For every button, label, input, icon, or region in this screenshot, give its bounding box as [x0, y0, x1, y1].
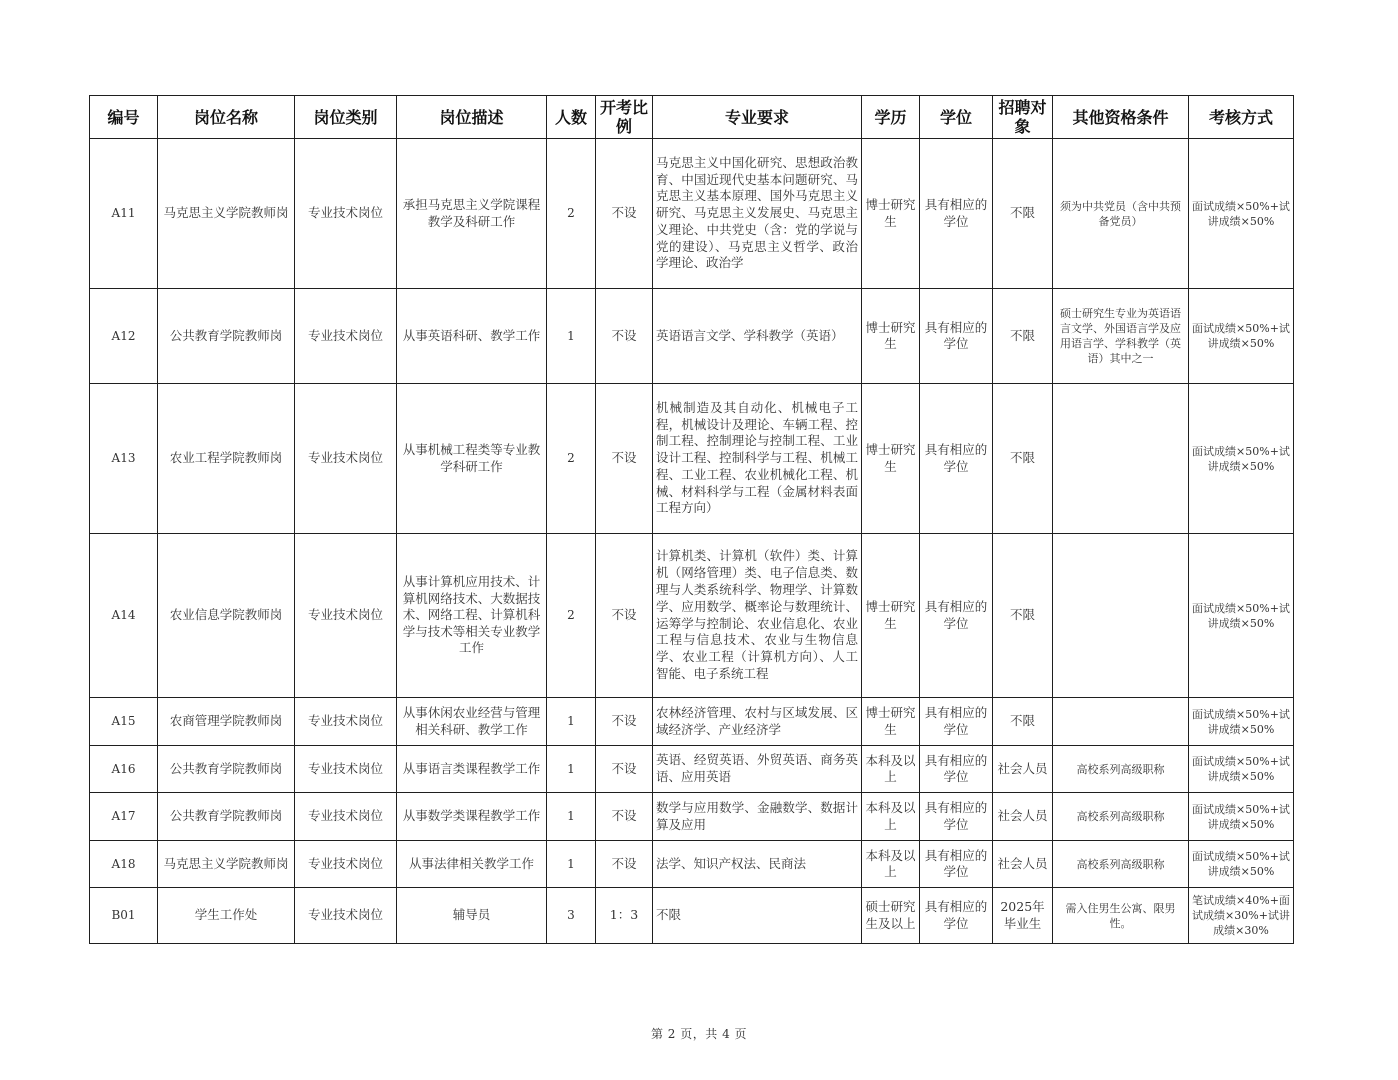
- cell-count: 1: [547, 841, 596, 888]
- cell-education: 博士研究生: [862, 698, 920, 746]
- cell-ratio: 不设: [596, 534, 653, 698]
- cell-assessment: 面试成绩×50%+试讲成绩×50%: [1189, 139, 1294, 289]
- cell-count: 3: [547, 888, 596, 944]
- cell-major: 英语、经贸英语、外贸英语、商务英语、应用英语: [653, 746, 862, 793]
- cell-name: 农商管理学院教师岗: [158, 698, 295, 746]
- table-row: [90, 841, 1294, 888]
- cell-description: 从事休闲农业经营与管理相关科研、教学工作: [397, 698, 547, 746]
- cell-name: 学生工作处: [158, 888, 295, 944]
- cell-assessment: 面试成绩×50%+试讲成绩×50%: [1189, 841, 1294, 888]
- cell-target: 不限: [993, 139, 1053, 289]
- cell-category: 专业技术岗位: [295, 746, 397, 793]
- cell-count: 1: [547, 698, 596, 746]
- header-description: 岗位描述: [397, 96, 547, 139]
- cell-category: 专业技术岗位: [295, 534, 397, 698]
- cell-major: 数学与应用数学、金融数学、数据计算及应用: [653, 793, 862, 841]
- cell-description: 从事语言类课程教学工作: [397, 746, 547, 793]
- cell-education: 本科及以上: [862, 841, 920, 888]
- cell-ratio: 不设: [596, 746, 653, 793]
- cell-count: 1: [547, 289, 596, 384]
- cell-id: A12: [90, 289, 158, 384]
- cell-target: 社会人员: [993, 841, 1053, 888]
- cell-assessment: 面试成绩×50%+试讲成绩×50%: [1189, 289, 1294, 384]
- cell-name: 公共教育学院教师岗: [158, 746, 295, 793]
- cell-assessment: 面试成绩×50%+试讲成绩×50%: [1189, 698, 1294, 746]
- cell-major: 法学、知识产权法、民商法: [653, 841, 862, 888]
- cell-id: B01: [90, 888, 158, 944]
- cell-description: 从事法律相关教学工作: [397, 841, 547, 888]
- cell-description: 辅导员: [397, 888, 547, 944]
- cell-ratio: 不设: [596, 139, 653, 289]
- header-other: 其他资格条件: [1053, 96, 1189, 139]
- cell-education: 本科及以上: [862, 746, 920, 793]
- cell-description: 从事英语科研、教学工作: [397, 289, 547, 384]
- cell-category: 专业技术岗位: [295, 384, 397, 534]
- header-major: 专业要求: [653, 96, 862, 139]
- cell-other: 高校系列高级职称: [1053, 746, 1189, 793]
- cell-education: 博士研究生: [862, 289, 920, 384]
- cell-degree: 具有相应的学位: [920, 888, 993, 944]
- cell-id: A15: [90, 698, 158, 746]
- cell-education: 博士研究生: [862, 534, 920, 698]
- cell-category: 专业技术岗位: [295, 139, 397, 289]
- cell-count: 2: [547, 139, 596, 289]
- cell-id: A14: [90, 534, 158, 698]
- cell-assessment: 面试成绩×50%+试讲成绩×50%: [1189, 534, 1294, 698]
- cell-degree: 具有相应的学位: [920, 793, 993, 841]
- cell-assessment: 面试成绩×50%+试讲成绩×50%: [1189, 384, 1294, 534]
- table-row: [90, 698, 1294, 746]
- cell-ratio: 不设: [596, 793, 653, 841]
- cell-description: 从事机械工程类等专业教学科研工作: [397, 384, 547, 534]
- header-count: 人数: [547, 96, 596, 139]
- cell-id: A16: [90, 746, 158, 793]
- cell-target: 不限: [993, 698, 1053, 746]
- cell-id: A18: [90, 841, 158, 888]
- cell-target: 社会人员: [993, 793, 1053, 841]
- cell-id: A17: [90, 793, 158, 841]
- cell-other: 高校系列高级职称: [1053, 841, 1189, 888]
- cell-target: 不限: [993, 289, 1053, 384]
- table-row: [90, 139, 1294, 289]
- cell-education: 本科及以上: [862, 793, 920, 841]
- cell-count: 2: [547, 384, 596, 534]
- cell-category: 专业技术岗位: [295, 888, 397, 944]
- header-name: 岗位名称: [158, 96, 295, 139]
- cell-id: A13: [90, 384, 158, 534]
- page-number: 第 2 页，共 4 页: [650, 1027, 748, 1041]
- table-row: [90, 793, 1294, 841]
- cell-category: 专业技术岗位: [295, 793, 397, 841]
- cell-name: 农业信息学院教师岗: [158, 534, 295, 698]
- cell-target: 社会人员: [993, 746, 1053, 793]
- cell-name: 马克思主义学院教师岗: [158, 139, 295, 289]
- cell-degree: 具有相应的学位: [920, 746, 993, 793]
- cell-description: 从事计算机应用技术、计算机网络技术、大数据技术、网络工程、计算机科学与技术等相关专业教学工作: [397, 534, 547, 698]
- cell-ratio: 1：3: [596, 888, 653, 944]
- cell-description: 承担马克思主义学院课程教学及科研工作: [397, 139, 547, 289]
- cell-ratio: 不设: [596, 289, 653, 384]
- cell-education: 博士研究生: [862, 384, 920, 534]
- table-row: [90, 289, 1294, 384]
- cell-target: 不限: [993, 534, 1053, 698]
- cell-target: 2025年毕业生: [993, 888, 1053, 944]
- cell-other: [1053, 698, 1189, 746]
- cell-id: A11: [90, 139, 158, 289]
- table-row: [90, 746, 1294, 793]
- cell-count: 2: [547, 534, 596, 698]
- cell-degree: 具有相应的学位: [920, 841, 993, 888]
- table-header-row: [90, 96, 1294, 139]
- cell-other: 须为中共党员（含中共预备党员）: [1053, 139, 1189, 289]
- cell-assessment: 面试成绩×50%+试讲成绩×50%: [1189, 793, 1294, 841]
- cell-assessment: 笔试成绩×40%+面试成绩×30%+试讲成绩×30%: [1189, 888, 1294, 944]
- cell-other: [1053, 534, 1189, 698]
- table-row: [90, 534, 1294, 698]
- cell-education: 硕士研究生及以上: [862, 888, 920, 944]
- cell-other: 硕士研究生专业为英语语言文学、外国语言学及应用语言学、学科教学（英语）其中之一: [1053, 289, 1189, 384]
- cell-major: 农林经济管理、农村与区域发展、区域经济学、产业经济学: [653, 698, 862, 746]
- cell-category: 专业技术岗位: [295, 841, 397, 888]
- cell-degree: 具有相应的学位: [920, 139, 993, 289]
- cell-ratio: 不设: [596, 841, 653, 888]
- cell-name: 公共教育学院教师岗: [158, 793, 295, 841]
- cell-degree: 具有相应的学位: [920, 534, 993, 698]
- cell-education: 博士研究生: [862, 139, 920, 289]
- header-target: 招聘对象: [993, 96, 1053, 139]
- header-degree: 学位: [920, 96, 993, 139]
- cell-category: 专业技术岗位: [295, 698, 397, 746]
- table-row: [90, 888, 1294, 944]
- cell-name: 马克思主义学院教师岗: [158, 841, 295, 888]
- cell-other: 需入住男生公寓、限男性。: [1053, 888, 1189, 944]
- cell-degree: 具有相应的学位: [920, 289, 993, 384]
- cell-ratio: 不设: [596, 384, 653, 534]
- cell-degree: 具有相应的学位: [920, 698, 993, 746]
- cell-name: 农业工程学院教师岗: [158, 384, 295, 534]
- cell-target: 不限: [993, 384, 1053, 534]
- cell-major: 英语语言文学、学科教学（英语）: [653, 289, 862, 384]
- cell-name: 公共教育学院教师岗: [158, 289, 295, 384]
- cell-count: 1: [547, 746, 596, 793]
- cell-other: [1053, 384, 1189, 534]
- cell-major: 机械制造及其自动化、机械电子工程，机械设计及理论、车辆工程、控制工程、控制理论与控制工程、工业设计工程、控制科学与工程、机械工程、工业工程、农业机械化工程、机械、材料科学与工程（金属材料表面工程方向）: [653, 384, 862, 534]
- cell-category: 专业技术岗位: [295, 289, 397, 384]
- cell-ratio: 不设: [596, 698, 653, 746]
- header-category: 岗位类别: [295, 96, 397, 139]
- job-positions-table: [89, 95, 1294, 944]
- header-education: 学历: [862, 96, 920, 139]
- cell-assessment: 面试成绩×50%+试讲成绩×50%: [1189, 746, 1294, 793]
- header-id: 编号: [90, 96, 158, 139]
- cell-major: 马克思主义中国化研究、思想政治教育、中国近现代史基本问题研究、马克思主义基本原理、国外马克思主义研究、马克思主义发展史、马克思主义理论、中共党史（含：党的学说与党的建设）、马克思主义哲学、政治学理论、政治学: [653, 139, 862, 289]
- table-row: [90, 384, 1294, 534]
- header-assessment: 考核方式: [1189, 96, 1294, 139]
- cell-description: 从事数学类课程教学工作: [397, 793, 547, 841]
- header-ratio: 开考比例: [596, 96, 653, 139]
- cell-major: 计算机类、计算机（软件）类、计算机（网络管理）类、电子信息类、数理与人类系统科学、物理学、计算数学、应用数学、概率论与数理统计、运筹学与控制论、农业信息化、农业工程与信息技术、农业与生物信息学、农业工程（计算机方向）、人工智能、电子系统工程: [653, 534, 862, 698]
- cell-degree: 具有相应的学位: [920, 384, 993, 534]
- cell-count: 1: [547, 793, 596, 841]
- cell-other: 高校系列高级职称: [1053, 793, 1189, 841]
- cell-major: 不限: [653, 888, 862, 944]
